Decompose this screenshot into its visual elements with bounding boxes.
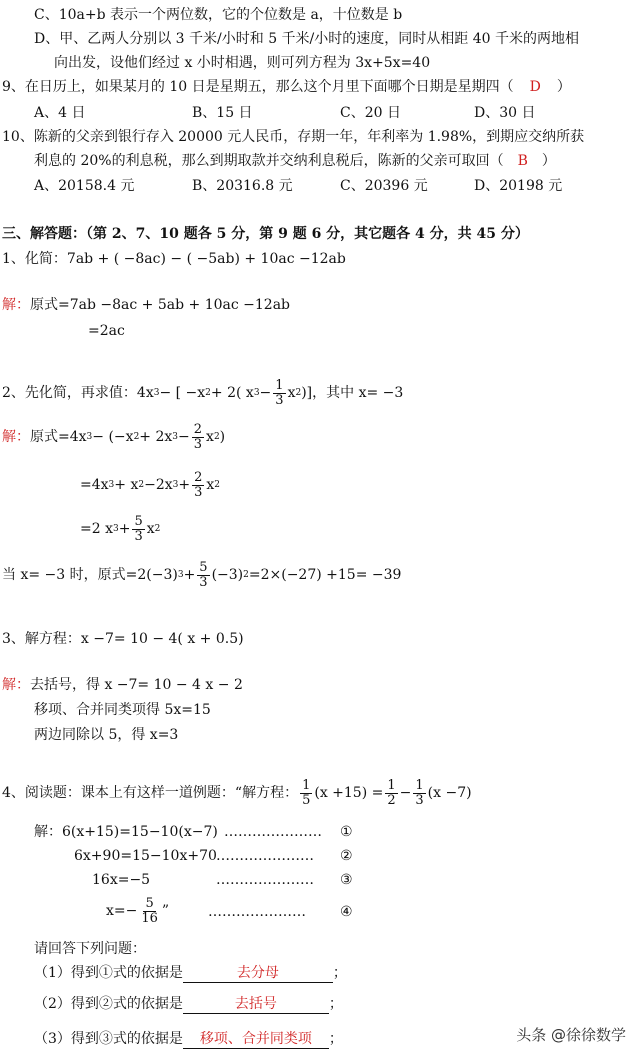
p2-s1c: + 2x xyxy=(139,429,173,445)
fraction-2-3: $\frac{2}{3}$ xyxy=(194,469,203,500)
p2-s4a: 当 x= −3 时，原式=2(−3) xyxy=(2,567,178,583)
p4-stem-a: 4、阅读题：课本上有这样一道例题：“解方程： xyxy=(2,785,299,801)
fraction-1-3: $\frac{1}{3}$ xyxy=(275,377,284,408)
fraction-1-5: $\frac{1}{5}$ xyxy=(302,777,311,808)
p4-line1: 解：6(x+15)=15−10(x−7) xyxy=(34,824,218,840)
fraction-5-16: $\frac{5}{16}$ xyxy=(141,895,158,926)
p2-jie: 解： xyxy=(2,429,30,445)
p3-s1: 去括号，得 x −7= 10 − 4 x − 2 xyxy=(30,677,243,693)
p4-ask: 请回答下列问题： xyxy=(34,941,146,957)
p4-mark2: ② xyxy=(340,848,353,864)
p4-a3-blank: 移项、合并同类项 xyxy=(183,1030,329,1049)
p2-s4d: =2×(−27) +15= −39 xyxy=(248,567,402,583)
p4-semicolon: ； xyxy=(328,996,343,1012)
p4-l4a: x=− xyxy=(106,903,138,919)
q8-option-d-line2: 向出发，设他们经过 x 小时相遇，则可列方程为 3x+5x=40 xyxy=(54,55,431,71)
fraction-5-3: $\frac{5}{3}$ xyxy=(134,513,143,544)
p4-dots2: ………………… xyxy=(216,848,314,864)
p2-stem-b: − [ −x xyxy=(159,385,206,401)
p2-s2d: + xyxy=(178,477,191,493)
watermark: 头条 @徐徐数学 xyxy=(516,1026,626,1044)
p4-l4b: ” xyxy=(161,903,170,919)
p2-s3a: =2 x xyxy=(80,521,113,537)
p2-stem xyxy=(2,378,403,408)
fraction-1-3: $\frac{1}{3}$ xyxy=(415,777,424,808)
p4-answer3 xyxy=(34,1030,343,1049)
sup: 3 xyxy=(177,570,184,580)
sup: 3 xyxy=(86,432,93,442)
p4-a1-prefix: （1）得到①式的依据是 xyxy=(34,965,183,981)
p2-s3b: + xyxy=(118,521,131,537)
p3-step1 xyxy=(2,676,243,694)
p4-a1-blank: 去分母 xyxy=(183,964,333,983)
p4-stem-d: (x −7) xyxy=(427,785,472,801)
p4-stem-b: (x +15) = xyxy=(314,785,384,801)
q10-opt-d: D、20198 元 xyxy=(474,178,563,194)
p1-s1: 原式=7ab −8ac + 5ab + 10ac −12ab xyxy=(30,297,291,313)
q8-option-c: C、10a+b 表示一个两位数，它的个位数是 a，十位数是 b xyxy=(34,7,403,23)
sup: 3 xyxy=(108,480,115,490)
p4-line4 xyxy=(106,894,169,928)
fraction-1-2: $\frac{1}{2}$ xyxy=(387,777,396,808)
p2-s1b: − (−x xyxy=(92,429,134,445)
p4-answer2 xyxy=(34,995,343,1014)
sup: 2 xyxy=(154,524,161,534)
q9-close: ） xyxy=(556,79,571,95)
fraction-2-3: $\frac{2}{3}$ xyxy=(193,421,203,452)
sup: 3 xyxy=(172,480,179,490)
p2-s2a: =4x xyxy=(80,477,109,493)
q9-opt-a: A、4 日 xyxy=(34,105,86,121)
p3-step2: 移项、合并同类项得 5x=15 xyxy=(34,702,211,718)
p2-s3c: x xyxy=(146,521,155,537)
sup: 3 xyxy=(253,388,260,398)
sup: 2 xyxy=(205,388,211,398)
sup: 2 xyxy=(213,432,220,442)
p4-dots4: ………………… xyxy=(208,904,306,920)
p4-stem xyxy=(2,776,472,810)
p2-s1f: ) xyxy=(219,429,226,445)
p3-jie: 解： xyxy=(2,677,30,693)
q9-opt-d: D、30 日 xyxy=(474,105,536,121)
p2-s2c: −2x xyxy=(144,477,173,493)
q10-answer: B xyxy=(517,153,528,169)
p2-step4 xyxy=(2,560,401,590)
q10-close: ） xyxy=(541,153,556,169)
p1-stem: 1、化简：7ab + ( −8ac) − ( −5ab) + 10ac −12ab xyxy=(2,251,346,267)
q10-line2 xyxy=(34,152,556,170)
p4-dots1: ………………… xyxy=(224,824,322,840)
p4-semicolon: ； xyxy=(332,965,347,981)
q10-opt-b: B、20316.8 元 xyxy=(192,178,293,194)
sup: 3 xyxy=(172,432,179,442)
p2-s4c: (−3) xyxy=(211,567,244,583)
p2-s2e: x xyxy=(206,477,215,493)
fraction-5-3: $\frac{5}{3}$ xyxy=(199,559,208,590)
p2-s1a: 原式=4x xyxy=(30,429,87,445)
sup: 2 xyxy=(243,570,249,580)
q10-opt-c: C、20396 元 xyxy=(340,178,428,194)
p2-step2 xyxy=(80,470,220,500)
p4-dots3: ………………… xyxy=(216,872,314,888)
p4-answer1 xyxy=(34,964,347,983)
q8-option-d-line1: D、甲、乙两人分别以 3 千米/小时和 5 千米/小时的速度，同时从相距 40 千米的两地相 xyxy=(34,31,579,47)
sup: 2 xyxy=(214,480,221,490)
p4-stem-c: − xyxy=(399,785,412,801)
p2-stem-d: − xyxy=(259,385,272,401)
section-title: 三、解答题：（第 2、7、10 题各 5 分，第 9 题 6 分，其它题各 4 分，共 45 分） xyxy=(2,226,529,242)
p2-s2b: + x xyxy=(114,477,139,493)
p4-a2-blank: 去括号 xyxy=(183,995,329,1014)
sup: 3 xyxy=(112,524,119,534)
p1-jie: 解： xyxy=(2,297,30,313)
p4-mark1: ① xyxy=(340,824,353,840)
p3-step3: 两边同除以 5，得 x=3 xyxy=(34,727,179,743)
p2-stem-c: + 2( x xyxy=(210,385,254,401)
p4-line2: 6x+90=15−10x+70 xyxy=(74,848,217,864)
q10-line1: 10、陈新的父亲到银行存入 20000 元人民币，存期一年，年利率为 1.98%，到期应交纳所获 xyxy=(2,129,585,145)
q9-answer: D xyxy=(529,79,541,95)
p2-s1d: − xyxy=(178,429,190,445)
q9-opt-c: C、20 日 xyxy=(340,105,401,121)
p1-step2: =2ac xyxy=(88,323,125,339)
p3-stem: 3、解方程：x −7= 10 − 4( x + 0.5) xyxy=(2,631,244,647)
p1-step1 xyxy=(2,296,290,314)
sup: 2 xyxy=(133,432,140,442)
q10-line2-text: 利息的 20%的利息税，那么到期取款并交纳利息税后，陈新的父亲可取回（ xyxy=(34,153,504,169)
p2-stem-f: )]，其中 x= −3 xyxy=(301,385,404,401)
p2-stem-e: x xyxy=(287,385,296,401)
p2-s4b: + xyxy=(183,567,196,583)
q9-opt-b: B、15 日 xyxy=(192,105,253,121)
p4-mark3: ③ xyxy=(340,872,353,888)
q9-stem-text: 9、在日历上，如果某月的 10 日是星期五，那么这个月里下面哪个日期是星期四（ xyxy=(2,79,514,95)
p2-step3 xyxy=(80,514,160,544)
p4-line3: 16x=−5 xyxy=(92,872,151,888)
sup: 2 xyxy=(138,480,145,490)
sup: 2 xyxy=(295,388,302,398)
p2-s1e: x xyxy=(206,429,214,445)
sup: 3 xyxy=(153,388,160,398)
p2-stem-a: 2、先化简，再求值：4x xyxy=(2,385,154,401)
p4-semicolon: ； xyxy=(328,1031,343,1047)
p4-a3-prefix: （3）得到③式的依据是 xyxy=(34,1031,183,1047)
p4-a2-prefix: （2）得到②式的依据是 xyxy=(34,996,183,1012)
q10-opt-a: A、20158.4 元 xyxy=(34,178,135,194)
p2-step1 xyxy=(2,422,225,452)
p4-mark4: ④ xyxy=(340,904,353,920)
q9-stem xyxy=(2,78,571,96)
